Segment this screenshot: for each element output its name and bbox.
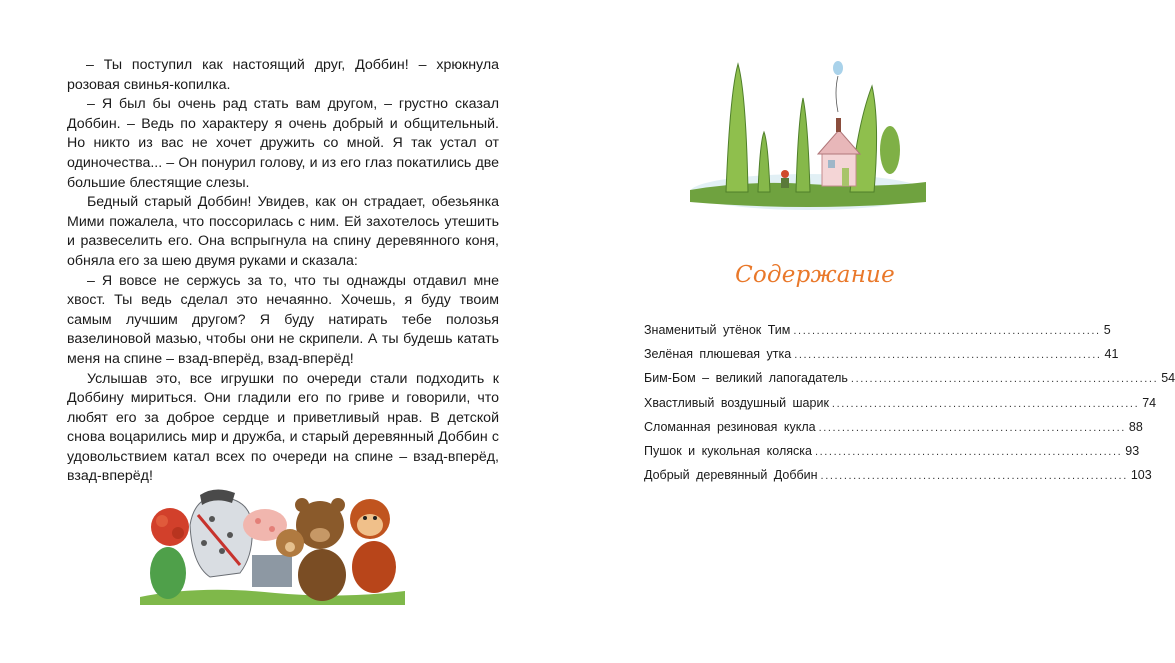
story-paragraph: Услышав это, все игрушки по очереди стали подходить к Доббину мириться. Они гладили его по гриве и говорили, что любят его за доброе сердце и приветливый нрав. В детской снова воцарились мир и дружба, и старый деревянный Доббин с удовольствием катал всех по очереди на спине – взад-вперёд, взад-вперёд!	[67, 370, 499, 485]
toc-entry-page: 54	[1161, 371, 1175, 386]
toc-entry-title: Хвастливый воздушный шарик	[644, 395, 829, 410]
toc-entry[interactable]: Добрый деревянный Доббин .................................................................. 103	[644, 468, 1152, 483]
toys-illustration	[140, 485, 410, 605]
tree-icon	[880, 126, 900, 174]
monkey-figure	[350, 499, 396, 593]
table-of-contents	[644, 323, 1175, 492]
toc-entry-page: 103	[1130, 468, 1152, 483]
toc-entry-title: Сломанная резиновая кукла	[644, 419, 816, 434]
tree-icon	[726, 64, 748, 192]
toc-entry-page: 93	[1125, 443, 1140, 458]
toc-entry[interactable]: Зелёная плюшевая утка .................................................................. 41	[644, 347, 1119, 362]
toc-entry-title: Добрый деревянный Доббин	[644, 468, 818, 483]
girl-figure	[150, 508, 189, 599]
toc-entry-page: 74	[1142, 395, 1157, 410]
toc-entry[interactable]: Знаменитый утёнок Тим .................................................................. 5	[644, 323, 1111, 337]
toc-title: Содержание	[735, 262, 895, 288]
toc-entry[interactable]: Хвастливый воздушный шарик .................................................................. 74	[644, 395, 1157, 410]
toc-entry-title: Пушок и кукольная коляска	[644, 443, 812, 458]
toc-entry-page: 41	[1104, 347, 1119, 362]
left-page	[0, 0, 550, 663]
toc-entry[interactable]: Пушок и кукольная коляска .................................................................. 93	[644, 443, 1140, 458]
toc-entry-title: Зелёная плюшевая утка	[644, 347, 792, 362]
toc-entry[interactable]: Бим-Бом – великий лапогадатель .................................................................. 54	[644, 371, 1175, 386]
toc-entry[interactable]: Сломанная резиновая кукла .................................................................. 88	[644, 419, 1143, 434]
toc-entry-title: Знаменитый утёнок Тим	[644, 323, 791, 337]
balloon-icon	[833, 61, 843, 75]
rocking-horse-figure	[190, 489, 252, 577]
tree-icon	[796, 98, 810, 192]
toy-box	[252, 555, 292, 587]
story-text	[67, 56, 499, 487]
house-icon	[818, 118, 860, 186]
toy-figure	[781, 170, 789, 188]
small-bear-figure	[276, 529, 304, 557]
toc-entry-title: Бим-Бом – великий лапогадатель	[644, 371, 848, 386]
bear-figure	[295, 498, 346, 601]
story-paragraph: – Я был бы очень рад стать вам другом, – грустно сказал Доббин. – Ведь по характеру я очень добрый и общительный. Но никто из вас не хочет дружить со мной. Я так устал от одиночества... – Он понурил голову, и из его глаз покатились две большие блестящие слезы.	[67, 96, 499, 191]
story-paragraph: Бедный старый Доббин! Увидев, как он страдает, обезьянка Мими пожалела, что поссорилась с ним. Ей захотелось утешить и развеселить его. Она вспрыгнула на спину деревянного коня, обняла его за шею двумя руками и сказала:	[67, 194, 499, 269]
story-paragraph: – Я вовсе не сержусь за то, что ты однажды отдавил мне хвост. Ты ведь сделал это нечаянно. Хочешь, я буду твоим самым лучшим другом? Я буду натирать тебе полозья вазелиновой мазью, чтобы они не скрипели. А ты будешь катать меня на спине – взад-вперёд, взад-вперёд!	[67, 272, 499, 367]
toc-entry-page: 5	[1103, 323, 1111, 337]
toc-entry-page: 88	[1128, 419, 1143, 434]
story-paragraph: – Ты поступил как настоящий друг, Доббин! – хрюкнула розовая свинья-копилка.	[67, 57, 499, 93]
house-illustration	[688, 52, 928, 212]
tree-icon	[758, 132, 770, 192]
